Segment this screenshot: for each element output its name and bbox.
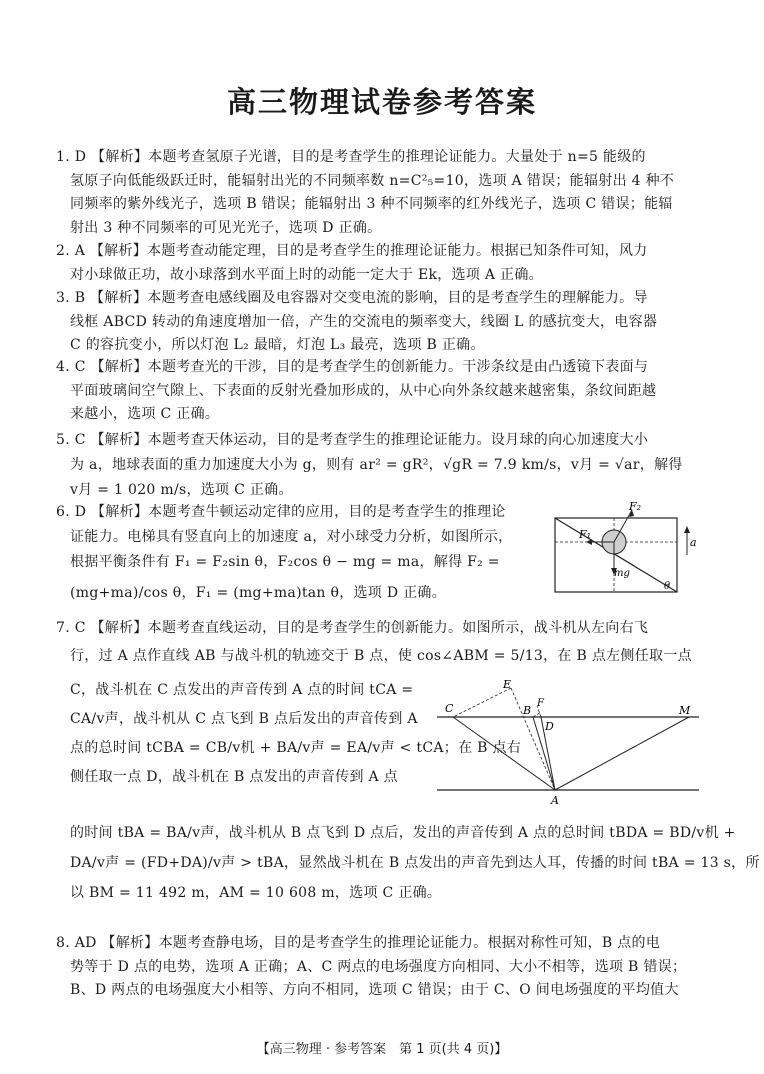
answer-7-cont	[70, 818, 760, 908]
answer-3	[56, 287, 694, 358]
figure-6-elevator-diagram	[552, 500, 698, 596]
answer-line: 射出 3 种不同频率的可见光光子，选项 D 正确。	[70, 219, 382, 236]
answer-line: v月 = 1 020 m/s，选项 C 正确。	[70, 482, 293, 498]
answer-line: 平面玻璃间空气隙上、下表面的反射光叠加形成的，从中心向外条纹越来越密集，条纹间距越	[70, 382, 657, 399]
fig6-label-a: a	[690, 536, 697, 549]
answer-line: 势等于 D 点的电势，选项 A 正确；A、C 两点的电场强度方向相同、大小不相等，选项 B 错误；	[70, 958, 687, 975]
fig7-label-C: C	[445, 702, 454, 715]
answer-7-left	[70, 676, 522, 792]
answer-line: 同频率的紫外线光子，选项 B 错误；能辐射出 3 种不同频率的红外线光子，选项 C 错误；能辐	[70, 196, 673, 212]
figure-7-fighter-diagram	[437, 676, 699, 810]
answer-line: 8. AD 【解析】本题考查静电场，目的是考查学生的推理论证能力。根据对称性可知，B 点的电	[56, 935, 661, 951]
answer-6	[56, 500, 540, 606]
answer-line: C，战斗机在 C 点发出的声音传到 A 点的时间 tCA =	[70, 682, 414, 698]
answer-line: 根据平衡条件有 F₁ = F₂sin θ，F₂cos θ − mg = ma，解得 F₂ =	[70, 554, 500, 570]
answer-line: 的时间 tBA = BA/v声，战斗机从 B 点飞到 D 点后，发出的声音传到 A 点的总时间 tBDA = BD/v机 +	[70, 825, 736, 841]
fig7-label-M: M	[679, 704, 691, 717]
answer-line: 以 BM = 11 492 m，AM = 10 608 m，选项 C 正确。	[70, 885, 442, 901]
answer-line: 3. B 【解析】本题考查电感线圈及电容器对交变电流的影响，目的是考查学生的理解能力。导	[56, 290, 648, 306]
answer-line: 行，过 A 点作直线 AB 与战斗机的轨迹交于 B 点，使 cos∠ABM = 5/13，在 B 点左侧任取一点	[70, 648, 692, 664]
answer-line: 5. C 【解析】本题考查天体运动，目的是考查学生的推理论证能力。设月球的向心加速度大小	[56, 432, 649, 448]
fig7-label-A: A	[551, 794, 559, 807]
answer-2	[56, 240, 694, 287]
answer-line: DA/v声 = (FD+DA)/v声 > tBA，显然战斗机在 B 点发出的声音先到达人耳，传播的时间 tBA = 13 s，所	[70, 855, 760, 871]
fig6-label-F2: F₂	[629, 500, 642, 513]
fig7-label-F: F	[537, 698, 544, 709]
answer-line: 对小球做正功，故小球落到水平面上时的动能一定大于 Ek，选项 A 正确。	[70, 266, 543, 283]
answer-line: 线框 ABCD 转动的角速度增加一倍，产生的交流电的频率变大，线圈 L 的感抗变大，电容器	[70, 313, 658, 330]
fig7-label-B: B	[523, 704, 532, 717]
answer-line: CA/v声，战斗机从 C 点飞到 B 点后发出的声音传到 A	[70, 711, 418, 727]
fig6-label-theta: θ	[664, 581, 671, 592]
answer-line: C 的容抗变小，所以灯泡 L₂ 最暗，灯泡 L₃ 最亮，选项 B 正确。	[70, 337, 485, 353]
answer-5	[56, 428, 694, 503]
answer-1	[56, 146, 694, 240]
answer-line: 为 a，地球表面的重力加速度大小为 g，则有 ar² = gR²，√gR = 7.9 km/s，v月 = √ar，解得	[70, 457, 683, 473]
answer-line: 7. C 【解析】本题考查直线运动，目的是考查学生的创新能力。如图所示，战斗机从左向右飞	[56, 620, 649, 636]
answer-4	[56, 356, 694, 427]
fig6-label-F1: F₁	[579, 528, 592, 541]
answer-line: 来越小，选项 C 正确。	[70, 406, 220, 422]
fig6-label-mg: mg	[614, 568, 630, 579]
answer-line: 4. C 【解析】本题考查光的干涉，目的是考查学生的创新能力。干涉条纹是由凸透镜下表面与	[56, 359, 649, 375]
answer-line: (mg+ma)/cos θ，F₁ = (mg+ma)tan θ，选项 D 正确。	[70, 585, 447, 601]
answer-8	[56, 932, 694, 1003]
answer-line: 点的总时间 tCBA = CB/v机 + BA/v声 = EA/v声 < tCA；在 B 点右	[70, 740, 522, 756]
page-title: 高三物理试卷参考答案	[226, 85, 537, 119]
answer-line: B、D 两点的电场强度大小相等、方向不相同，选项 C 错误；由于 C、O 间电场强度的平均值大	[70, 982, 679, 998]
answer-line: 氢原子向低能级跃迁时，能辐射出光的不同频率数 n=C²₅=10，选项 A 错误；能辐射出 4 种不	[70, 172, 675, 189]
answer-line: 证能力。电梯具有竖直向上的加速度 a，对小球受力分析，如图所示，	[70, 529, 513, 545]
answer-line: 侧任取一点 D，战斗机在 B 点发出的声音传到 A 点	[70, 769, 398, 785]
answer-line: 1. D 【解析】本题考查氢原子光谱，目的是考查学生的推理论证能力。大量处于 n=5 能级的	[56, 149, 646, 165]
page-footer: 【高三物理 · 参考答案 第 1 页(共 4 页)】	[256, 1042, 508, 1057]
answer-line: 2. A 【解析】本题考查动能定理，目的是考查学生的推理论证能力。根据已知条件可知，风力	[56, 243, 648, 259]
fig7-label-D: D	[545, 720, 554, 733]
answer-line: 6. D 【解析】本题考查牛顿运动定律的应用，目的是考查学生的推理论	[56, 504, 506, 520]
answer-7-intro	[56, 614, 694, 670]
fig7-label-E: E	[503, 678, 512, 691]
